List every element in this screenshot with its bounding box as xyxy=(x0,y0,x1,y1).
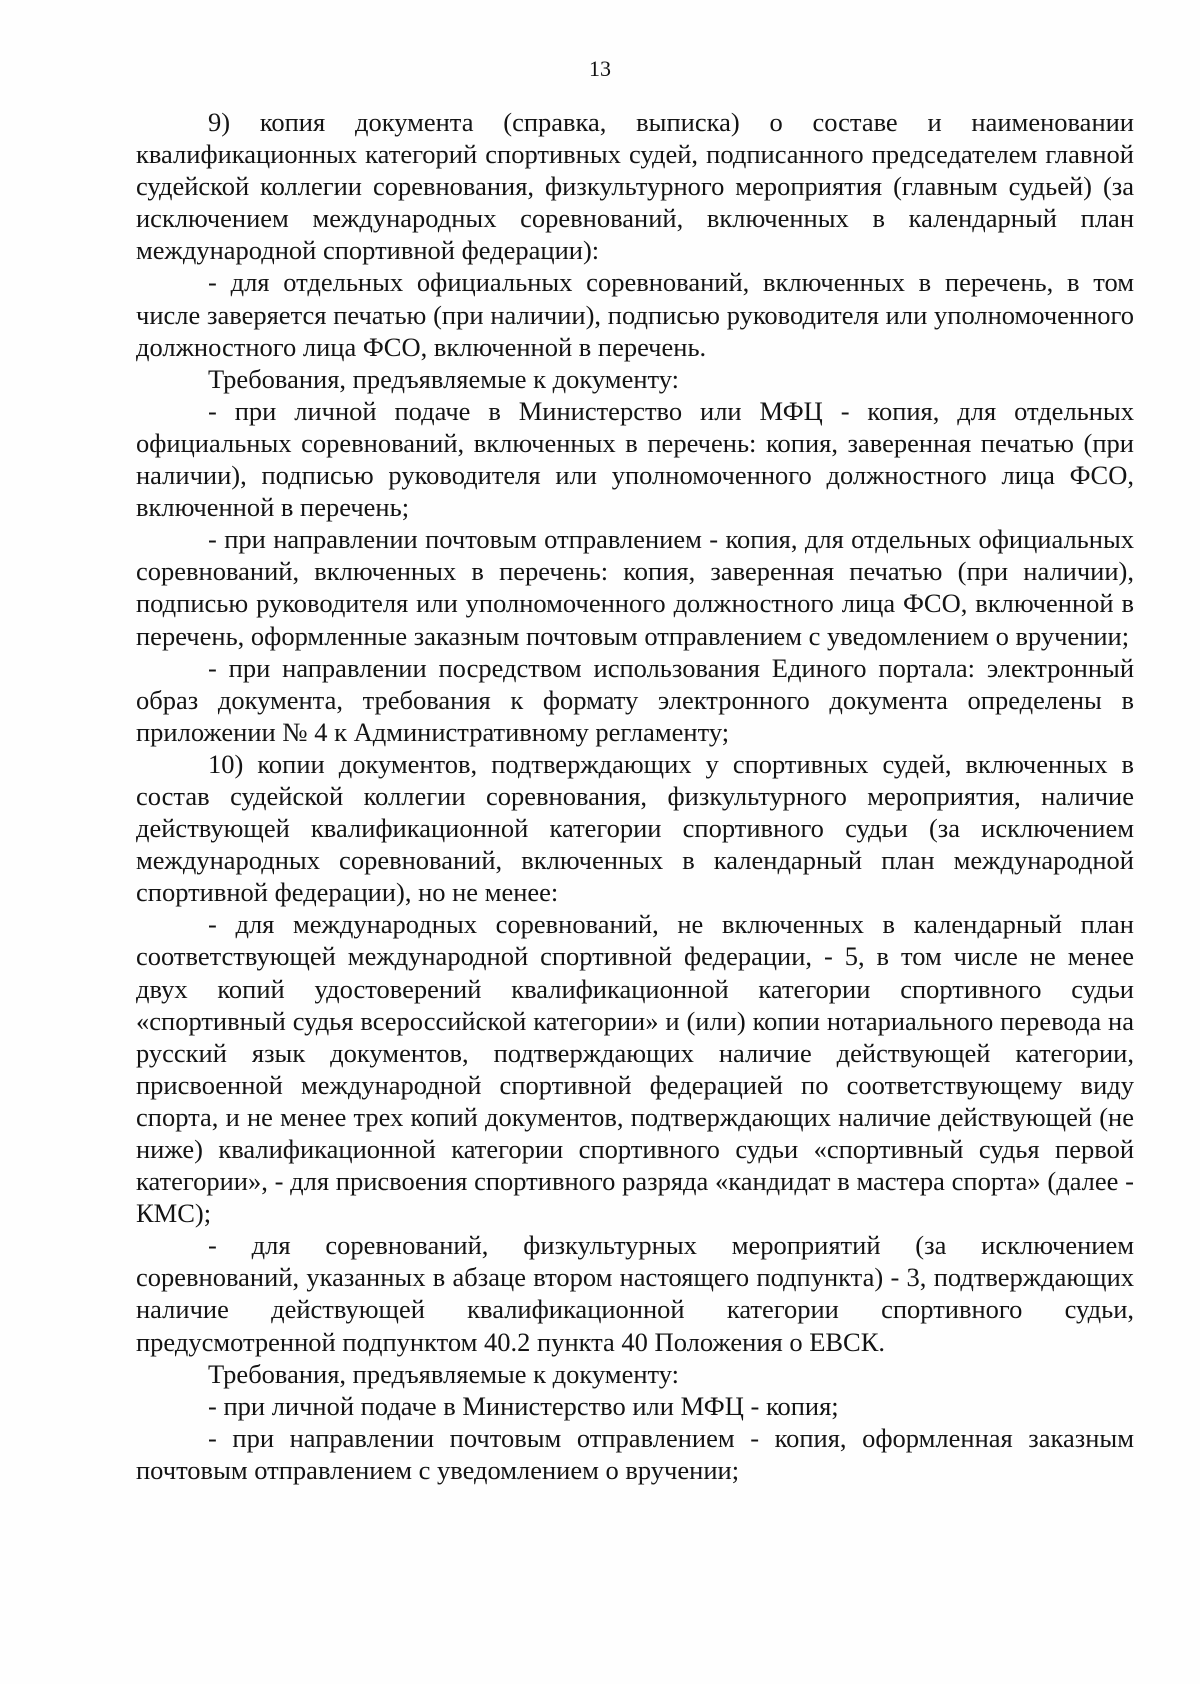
paragraph-portal-submission: - при направлении посредством использования Единого портала: электронный образ документа, требования к формату электронного документа определены в приложении № 4 к Административному регламенту; xyxy=(136,652,1134,747)
paragraph-requirements-heading-2: Требования, предъявляемые к документу: xyxy=(208,1358,680,1389)
paragraph-requirements-heading: Требования, предъявляемые к документу: xyxy=(208,363,680,394)
paragraph-personal-submission-2: - при личной подаче в Министерство или МФЦ - копия; xyxy=(208,1390,839,1421)
paragraph-international-competitions: - для международных соревнований, не включенных в календарный план соответствующей международной спортивной федерации, - 5, в том числе не менее двух копий удостоверений квалификационной категории спортивного судьи «спортивный судья всероссийской категории» и (или) копии нотариального перевода на русский язык документов, подтверждающих наличие действующей категории, присвоенной международной спортивной федерацией по соответствующему виду спорта, и не менее трех копий документов, подтверждающих наличие действующей (не ниже) квалификационной категории спортивного судьи «спортивный судья первой категории», - для присвоения спортивного разряда «кандидат в мастера спорта» (далее - КМС); xyxy=(136,909,1134,1229)
paragraph-official-competitions: - для отдельных официальных соревнований, включенных в перечень, в том числе заверяется печатью (при наличии), подписью руководителя или уполномоченного должностного лица ФСО, включенной в перечень. xyxy=(136,267,1134,362)
paragraph-other-competitions: - для соревнований, физкультурных мероприятий (за исключением соревнований, указанных в абзаце втором настоящего подпункта) - 3, подтверждающих наличие действующей квалификационной категории спортивного судьи, предусмотренной подпунктом 40.2 пункта 40 Положения о ЕВСК. xyxy=(136,1230,1134,1357)
paragraph-item-10: 10) копии документов, подтверждающих у спортивных судей, включенных в состав судейской коллегии соревнования, физкультурного мероприятия, наличие действующей квалификационной категории спортивного судьи (за исключением международных соревнований, включенных в календарный план международной спортивной федерации), но не менее: xyxy=(136,748,1134,908)
paragraph-postal-submission-2: - при направлении почтовым отправлением - копия, оформленная заказным почтовым отправлением с уведомлением о вручении; xyxy=(136,1422,1134,1485)
paragraph-personal-submission: - при личной подаче в Министерство или МФЦ - копия, для отдельных официальных соревнований, включенных в перечень: копия, заверенная печатью (при наличии), подписью руководителя или уполномоченного должностного лица ФСО, включенной в перечень; xyxy=(136,395,1134,523)
paragraph-postal-submission: - при направлении почтовым отправлением - копия, для отдельных официальных соревнований, включенных в перечень: копия, заверенная печатью (при наличии), подписью руководителя или уполномоченного должностного лица ФСО, включенной в перечень, оформленные заказным почтовым отправлением с уведомлением о вручении; xyxy=(136,524,1134,651)
document-body xyxy=(136,106,1134,1486)
page-number: 13 xyxy=(589,56,611,81)
paragraph-item-9: 9) копия документа (справка, выписка) о составе и наименовании квалификационных категорий спортивных судей, подписанного председателем главной судейской коллегии соревнования, физкультурного мероприятия (главным судьей) (за исключением международных соревнований, включенных в календарный план международной спортивной федерации): xyxy=(136,107,1134,266)
